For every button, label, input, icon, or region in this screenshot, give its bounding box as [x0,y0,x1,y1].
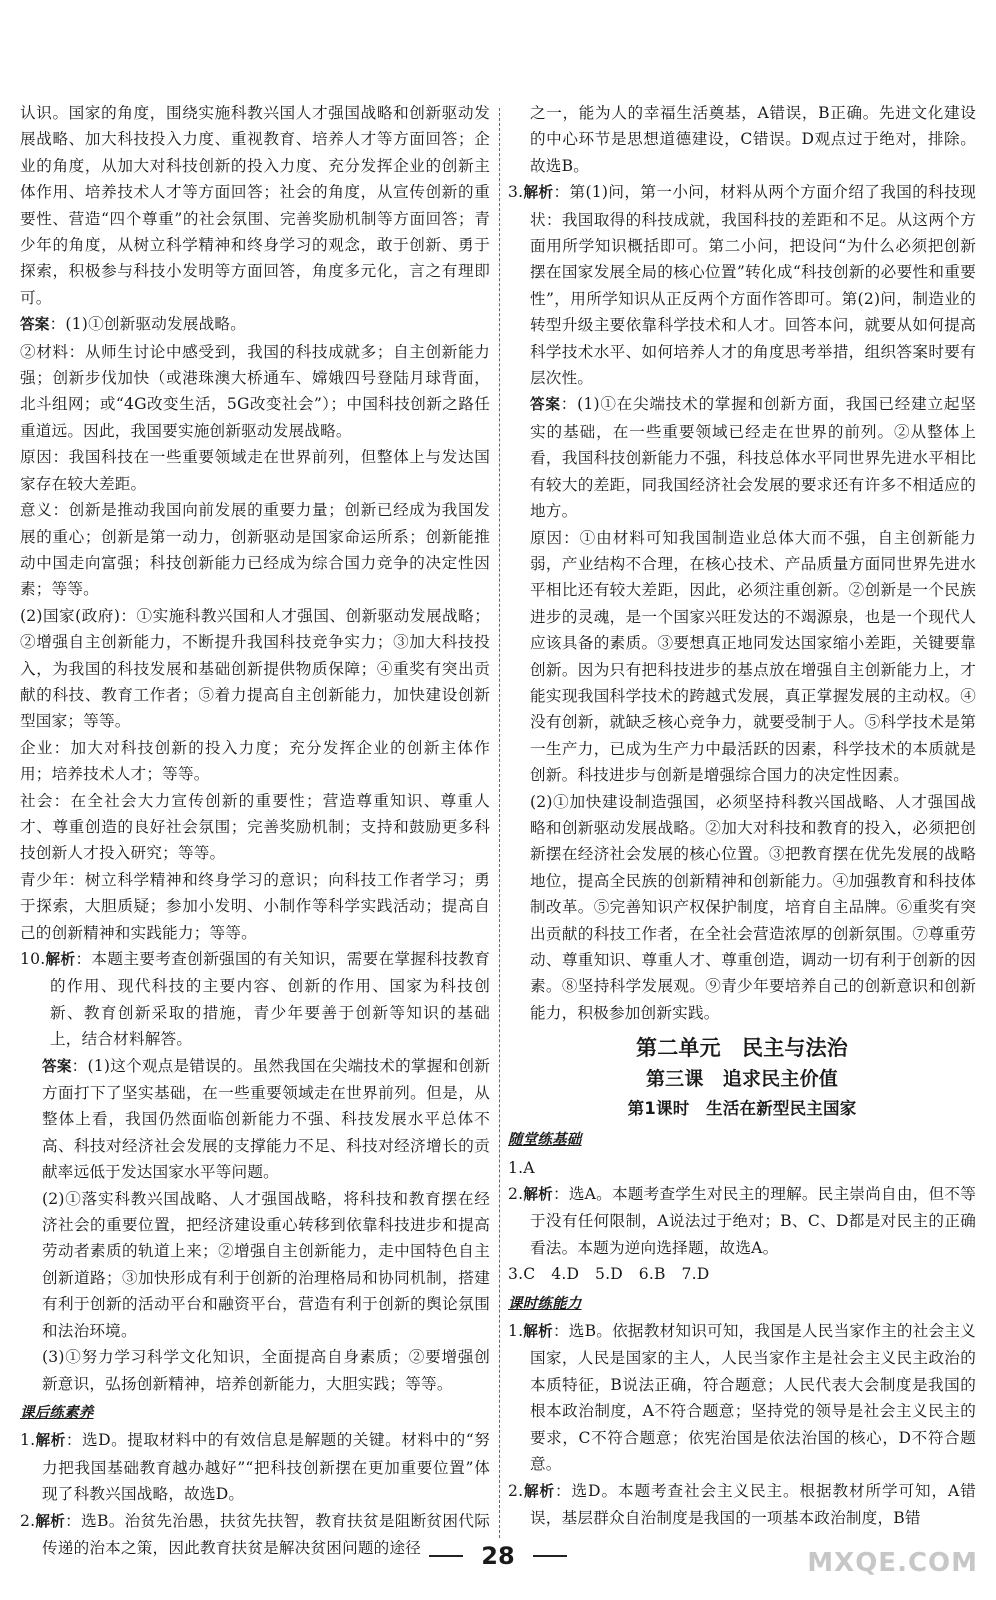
footer-dash-right [533,1555,567,1557]
answer-material: ②材料：从师生讨论中感受到，我国的科技成就多；自主创新能力强；创新步伐加快（或港珠澳大桥通车、嫦娥四号登陆月球背面，北斗组网；或“4G改变生活，5G改变社会”）；中国科技创新之路任重道远。因此，我国要实施创新驱动发展战略。 [20,342,490,440]
page-number: 28 [481,1542,515,1570]
answer-society: 社会：在全社会大力宣传创新的重要性；营造尊重知识、尊重人才、尊重创造的良好社会氛围；完善奖励机制；支持和鼓励更多科技创新人才投入研究；等等。 [20,791,490,863]
ability-q1: 1.解析：选B。依据教材知识可知，我国是人民当家作主的社会主义国家，人民是国家的主人，人民当家作主是社会主义民主政治的本质特征，B说法正确，符合题意；人民代表大会制度是我国的根本政治制度，A不符合题意；坚持党的领导是社会主义民主的要求，C不符合题意；依宪治国是依法治国的核心，D不符合题意。 [508,1322,976,1474]
section-header-after-class: 课后练素养 [20,1404,94,1421]
answer-label: 答案 [20,316,50,334]
question-10-answer-3: (3)①努力学习科学文化知识，全面提高自身素质；②要增强创新意识，弘扬创新精神，培养创新能力，大胆实践；等等。 [42,1348,490,1393]
right-column [508,100,976,1531]
section-header-ability: 课时练能力 [508,1295,582,1312]
ability-q2: 2.解析：选D。本题考查社会主义民主。根据教材所学可知，A错误，基层群众自治制度是我国的一项基本政治制度，B错 [508,1481,977,1527]
intro-paragraph: 认识。国家的角度，围绕实施科教兴国人才强国战略和创新驱动发展战略、加大科技投入力度、重视教育、培养人才等方面回答；企业的角度，从加大对科技创新的投入力度、充分发挥企业的创新主体作用、培养技术人才等方面回答；社会的角度，从宣传创新的重要性、营造“四个尊重”的社会氛围、完善奖励机制等方面回答；青少年的角度，从树立科学精神和终身学习的观念，敢于创新、勇于探索，积极参与科技小发明等方面回答，角度多元化，言之有理即可。 [20,104,490,307]
section-header-in-class: 随堂练基础 [508,1132,582,1149]
question-3-analysis: 3.解析：第(1)问，第一小问，材料从两个方面介绍了我国的科技现状：我国取得的科技成就，我国科技的差距和不足。从这两个方面用所学知识概括即可。第二小问，把设问“为什么必须把创新摆在国家发展全局的核心位置”转化成“科技创新的必要性和重要性”，用所学知识从正反两个方面作答即可。第(2)问，制造业的转型升级主要依靠科学技术和人才。回答本问，就要从如何提高科学技术水平、如何培养人才的角度思考举措，组织答案时要有层次性。 [508,183,976,388]
after-class-q2: 2.解析：选B。治贫先治愚，扶贫先扶智，教育扶贫是阻断贫困代际传递的治本之策，因此教育扶贫是解决贫困问题的途径 [20,1511,490,1557]
after-class-q1: 1.解析：选D。提取材料中的有效信息是解题的关键。材料中的“努力把我国基础教育越办越好”“把科技创新摆在更加重要位置”体现了科教兴国战略，故选D。 [20,1431,490,1504]
question-10-analysis: 10.解析：本题主要考查创新强国的有关知识，需要在掌握科技教育的作用、现代科技的主要内容、创新的作用、国家为科技创新、教育创新采取的措施，青少年要善于创新等知识的基础上，结合材料解答。 [20,950,490,1049]
footer-dash-left [429,1555,463,1557]
lesson-title: 第三课 追求民主价值 [645,1068,838,1091]
answer-significance: 意义：创新是推动我国向前发展的重要力量；创新已经成为我国发展的重心；创新是第一动力，创新驱动是国家命运所系；创新能推动中国走向富强；科技创新能力已经成为综合国力竞争的决定性因素；等等。 [20,501,490,599]
left-column [20,100,490,1561]
question-10-answer-2: (2)①落实科教兴国战略、人才强国战略，将科技和教育摆在经济社会的重要位置，把经济建设重心转移到依靠科技进步和提高劳动者素质的轨道上来；②增强自主创新能力，走中国特色自主创新道路；③加快形成有利于创新的治理格局和协同机制，搭建有利于创新的活动平台和融资平台，营造有利于创新的舆论氛围和法治环境。 [42,1189,490,1340]
in-class-q1: 1.A [508,1158,535,1177]
continued-paragraph: 之一，能为人的幸福生活奠基，A错误，B正确。先进文化建设的中心环节是思想道德建设，C错误。D观点过于绝对，排除。故选B。 [530,104,976,175]
in-class-q2: 2.解析：选A。本题考查学生对民主的理解。民主崇尚自由，但不等于没有任何限制，A说法过于绝对；B、C、D都是对民主的正确看法。本题为逆向选择题，故选A。 [508,1185,976,1257]
answer-enterprise: 企业：加大对科技创新的投入力度；充分发挥企业的创新主体作用；培养技术人才；等等。 [20,738,490,784]
question-3-answer-1: 答案：(1)①在尖端技术的掌握和创新方面，我国已经建立起坚实的基础，在一些重要领域已经走在世界的前列。②从整体上看，我国科技创新能力不强，科技总体水平同世界先进水平相比有较大的差距，同我国经济社会发展的要求还有许多不相适应的地方。 [530,395,976,521]
answer-reason: 原因：我国科技在一些重要领域走在世界前列，但整体上与发达国家存在较大差距。 [20,448,490,493]
unit-title: 第二单元 民主与法治 [636,1036,848,1061]
question-3-answer-2: (2)①加快建设制造强国，必须坚持科教兴国战略、人才强国战略和创新驱动发展战略。②加大对科技和教育的投入，必须把创新摆在经济社会发展的核心位置。③把教育摆在优先发展的战略地位，提高全民族的创新精神和创新能力。④加强教育和科技体制改革。⑤完善知识产权保护制度，培育自主品牌。⑥重奖有突出贡献的科技工作者，在全社会营造浓厚的创新氛围。⑦尊重劳动、尊重知识、尊重人才、尊重创造，调动一切有利于创新的因素。⑧坚持科学发展观。⑨青少年要培养自己的创新意识和创新能力，积极参加创新实践。 [530,792,976,1022]
question-10-answer-1: 答案：(1)这个观点是错误的。虽然我国在尖端技术的掌握和创新方面打下了坚实基础，在一些重要领域走在世界前列。但是，从整体上看，我国仍然面临创新能力不强、科技发展水平总体不高、科技对经济社会发展的支撑能力不足、科技对经济增长的贡献率远低于发达国家水平等问题。 [42,1056,490,1182]
column-divider [499,108,500,1538]
question-3-answer-reason: 原因：①由材料可知我国制造业总体大而不强，自主创新能力弱，产业结构不合理，在核心技术、产品质量方面同世界先进水平相比还有较大差距，因此，必须注重创新。②创新是一个民族进步的灵魂，是一个国家兴旺发达的不竭源泉，也是一个现代人应该具备的素质。③要想真正地同发达国家缩小差距，关键要靠创新。因为只有把科技进步的基点放在增强自主创新能力上，才能实现我国科学技术的跨越式发展，真正掌握发展的主动权。④没有创新，就缺乏核心竞争力，就要受制于人。⑤科学技术是第一生产力，已成为生产力中最活跃的因素，科学技术的本质就是创新。科技进步与创新是增强综合国力的决定性因素。 [530,528,976,785]
answer-youth: 青少年：树立科学精神和终身学习的意识；向科技工作者学习；勇于探索，大胆质疑；参加小发明、小制作等科学实践活动；提高自己的创新精神和实践能力；等等。 [20,870,490,942]
watermark: MXQE.COM [807,1548,978,1578]
period-title: 第1课时 生活在新型民主国家 [627,1099,857,1119]
answer-part1: 答案：(1)①创新驱动发展战略。 [20,315,247,334]
in-class-q3-7: 3.C 4.D 5.D 6.B 7.D [508,1265,710,1284]
answer-country: (2)国家(政府)：①实施科教兴国和人才强国、创新驱动发展战略；②增强自主创新能力，不断提升我国科技竞争实力；③加大科技投入，为我国的科技发展和基础创新提供物质保障；④重奖有突出贡献的科技、教育工作者；⑤着力提高自主创新能力，加快建设创新型国家；等等。 [20,606,490,731]
